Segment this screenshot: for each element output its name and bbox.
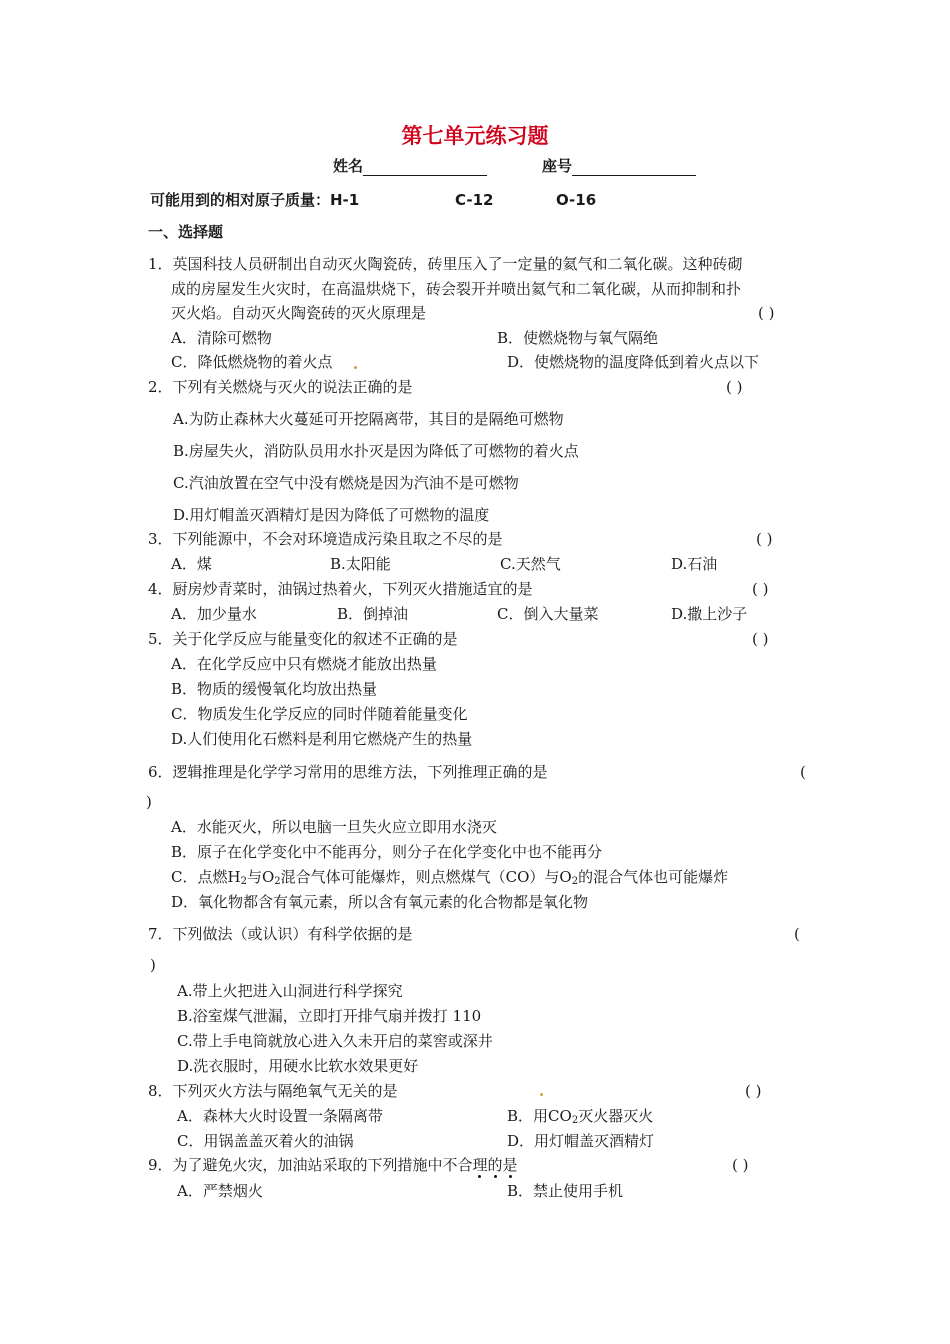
q1-line3: 灭火焰。自动灭火陶瓷砖的灭火原理是 (171, 304, 427, 322)
q8-answer-paren: ( ) (745, 1082, 762, 1100)
q8-b-part2: 灭火器灭火 (578, 1107, 654, 1125)
q3-option-b: B.太阳能 (330, 555, 391, 573)
q8-option-d: D．用灯帽盖灭酒精灯 (507, 1132, 655, 1150)
q6-paren-open: ( (800, 763, 806, 781)
name-label: 姓名 (333, 157, 364, 175)
q9-answer-paren: ( ) (732, 1156, 749, 1174)
q6-c-part3: 混合气体可能爆炸，则点燃煤气（CO）与O (280, 868, 572, 886)
q1-line2: 成的房屋发生火灾时，在高温烘烧下，砖会裂开并喷出氦气和二氧化碳，从而抑制和扑 (171, 280, 742, 298)
q1-option-d: D．使燃烧物的温度降低到着火点以下 (507, 353, 760, 371)
q4-stem: 4．厨房炒青菜时，油锅过热着火，下列灭火措施适宜的是 (148, 580, 533, 598)
seat-label: 座号 (542, 157, 573, 175)
name-blank (363, 158, 487, 176)
q5-answer-paren: ( ) (752, 630, 769, 648)
q5-option-c: C．物质发生化学反应的同时伴随着能量变化 (171, 705, 468, 723)
q5-option-d: D.人们使用化石燃料是利用它燃烧产生的热量 (171, 730, 473, 748)
q6-c-sub1: 2 (240, 876, 247, 887)
q5-stem: 5．关于化学反应与能量变化的叙述不正确的是 (148, 630, 458, 648)
stray-mark (540, 1093, 543, 1096)
q2-option-b: B.房屋失火，消防队员用水扑灭是因为降低了可燃物的着火点 (173, 442, 579, 460)
q8-option-c: C．用锅盖盖灭着火的油锅 (177, 1132, 354, 1150)
q7-option-d: D.洗衣服时，用硬水比软水效果更好 (177, 1057, 419, 1075)
q5-option-b: B．物质的缓慢氧化均放出热量 (171, 680, 378, 698)
q2-stem: 2．下列有关燃烧与灭火的说法正确的是 (148, 378, 413, 396)
q4-option-b: B．倒掉油 (337, 605, 409, 623)
section-title: 一、选择题 (148, 223, 224, 241)
q3-option-a: A．煤 (171, 555, 212, 573)
q8-stem: 8．下列灭火方法与隔绝氧气无关的是 (148, 1082, 398, 1100)
q4-option-c: C．倒入大量菜 (497, 605, 599, 623)
q6-option-d: D．氧化物都含有氧元素，所以含有氧元素的化合物都是氧化物 (171, 893, 589, 911)
q3-answer-paren: ( ) (756, 530, 773, 548)
q6-option-a: A．水能灭火，所以电脑一旦失火应立即用水浇灭 (171, 818, 497, 836)
q2-option-a: A.为防止森林大火蔓延可开挖隔离带，其目的是隔绝可燃物 (173, 410, 564, 428)
q4-option-d: D.撒上沙子 (671, 605, 748, 623)
emphasis-dot (509, 1175, 512, 1178)
q9-option-b: B．禁止使用手机 (507, 1182, 624, 1200)
seat-field (542, 156, 696, 176)
q6-c-part4: 的混合气体也可能爆炸 (578, 868, 729, 886)
q1-option-a: A．清除可燃物 (171, 329, 272, 347)
q1-option-b: B．使燃烧物与氧气隔绝 (497, 329, 659, 347)
name-field (333, 156, 487, 176)
q6-paren-close: ) (146, 793, 152, 811)
q7-paren-open: ( (794, 925, 800, 943)
q8-b-sub: 2 (571, 1115, 579, 1126)
q8-option-b (507, 1106, 653, 1131)
q9-option-a: A．严禁烟火 (177, 1182, 263, 1200)
q8-option-a: A．森林大火时设置一条隔离带 (177, 1107, 383, 1125)
q7-option-a: A.带上火把进入山洞进行科学探究 (177, 982, 403, 1000)
q6-c-sub3: 2 (571, 876, 579, 887)
stray-mark (354, 366, 357, 369)
page-title: 第七单元练习题 (401, 124, 549, 148)
q7-paren-close: ) (150, 956, 156, 974)
atomic-mass-label: 可能用到的相对原子质量：H-1 (150, 191, 360, 209)
atomic-mass-c: C-12 (455, 191, 494, 209)
q6-c-sub2: 2 (274, 876, 281, 887)
q5-option-a: A．在化学反应中只有燃烧才能放出热量 (171, 655, 437, 673)
q3-option-d: D.石油 (671, 555, 718, 573)
seat-blank (572, 158, 696, 176)
q3-option-c: C.天然气 (500, 555, 561, 573)
q6-option-c (171, 867, 728, 892)
q7-option-b: B.浴室煤气泄漏，立即打开排气扇并拨打 110 (177, 1007, 482, 1025)
q4-option-a: A．加少量水 (171, 605, 257, 623)
emphasis-dot (494, 1175, 497, 1178)
q2-answer-paren: ( ) (726, 378, 743, 396)
q1-answer-paren: ( ) (758, 304, 775, 322)
q9-stem: 9．为了避免火灾，加油站采取的下列措施中不合理的是 (148, 1156, 518, 1174)
q7-option-c: C.带上手电筒就放心进入久未开启的菜窖或深井 (177, 1032, 493, 1050)
atomic-mass-o: O-16 (556, 191, 597, 209)
q8-b-part1: B．用CO (507, 1107, 572, 1125)
emphasis-dot (478, 1175, 481, 1178)
q7-stem: 7．下列做法（或认识）有科学依据的是 (148, 925, 413, 943)
q3-stem: 3．下列能源中，不会对环境造成污染且取之不尽的是 (148, 530, 503, 548)
q4-answer-paren: ( ) (752, 580, 769, 598)
q2-option-c: C.汽油放置在空气中没有燃烧是因为汽油不是可燃物 (173, 474, 519, 492)
q6-option-b: B．原子在化学变化中不能再分，则分子在化学变化中也不能再分 (171, 843, 603, 861)
q6-c-part1: C．点燃H (171, 868, 241, 886)
q1-line1: 1．英国科技人员研制出自动灭火陶瓷砖，砖里压入了一定量的氦气和二氧化碳。这种砖砌 (148, 255, 743, 273)
q6-stem: 6．逻辑推理是化学学习常用的思维方法，下列推理正确的是 (148, 763, 548, 781)
q6-c-part2: 与O (246, 868, 275, 886)
q1-option-c: C．降低燃烧物的着火点 (171, 353, 333, 371)
q2-option-d: D.用灯帽盖灭酒精灯是因为降低了可燃物的温度 (173, 506, 490, 524)
